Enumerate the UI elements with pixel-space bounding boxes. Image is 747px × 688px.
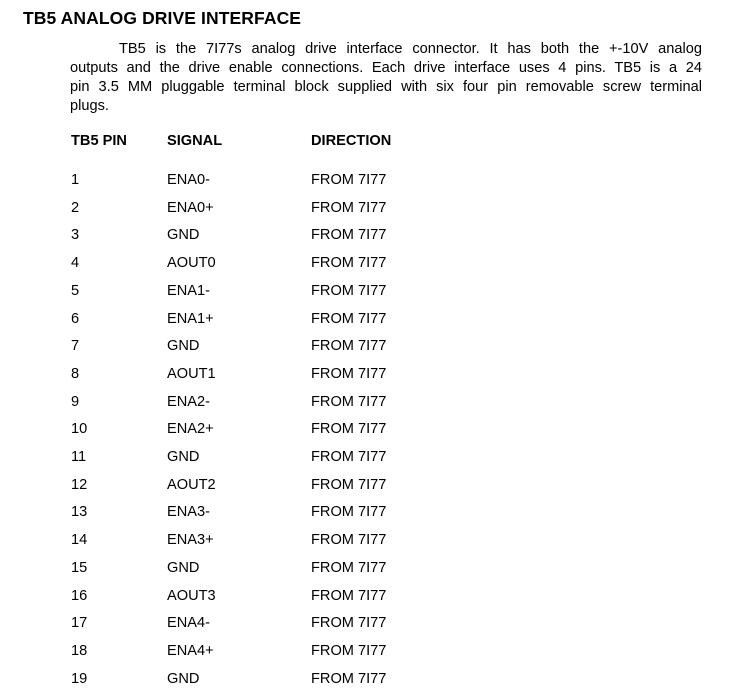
direction-cell: FROM 7I77 bbox=[311, 588, 387, 604]
direction-cell: FROM 7I77 bbox=[311, 394, 387, 410]
direction-cell: FROM 7I77 bbox=[311, 532, 387, 548]
signal-cell: ENA0- bbox=[167, 172, 210, 188]
pin-cell: 13 bbox=[71, 504, 88, 520]
pin-cell: 17 bbox=[71, 615, 88, 631]
header-pin: TB5 PIN bbox=[71, 133, 127, 149]
pin-cell: 12 bbox=[71, 477, 88, 493]
signal-cell: GND bbox=[167, 449, 200, 465]
pin-cell: 8 bbox=[71, 366, 80, 382]
direction-cell: FROM 7I77 bbox=[311, 338, 387, 354]
signal-cell: GND bbox=[167, 227, 200, 243]
direction-cell: FROM 7I77 bbox=[311, 449, 387, 465]
direction-cell: FROM 7I77 bbox=[311, 255, 387, 271]
signal-cell: GND bbox=[167, 671, 200, 687]
paragraph-line: plugs. bbox=[70, 98, 109, 114]
direction-cell: FROM 7I77 bbox=[311, 504, 387, 520]
pin-cell: 15 bbox=[71, 560, 88, 576]
signal-cell: ENA3- bbox=[167, 504, 210, 520]
pin-cell: 4 bbox=[71, 255, 80, 271]
signal-cell: AOUT1 bbox=[167, 366, 216, 382]
pin-cell: 2 bbox=[71, 200, 80, 216]
pin-cell: 10 bbox=[71, 421, 88, 437]
direction-cell: FROM 7I77 bbox=[311, 643, 387, 659]
pin-cell: 11 bbox=[71, 449, 87, 465]
signal-cell: ENA1- bbox=[167, 283, 210, 299]
direction-cell: FROM 7I77 bbox=[311, 560, 387, 576]
pin-cell: 19 bbox=[71, 671, 88, 687]
signal-cell: AOUT2 bbox=[167, 477, 216, 493]
signal-cell: ENA2+ bbox=[167, 421, 214, 437]
pin-cell: 9 bbox=[71, 394, 80, 410]
direction-cell: FROM 7I77 bbox=[311, 366, 387, 382]
signal-cell: ENA1+ bbox=[167, 311, 214, 327]
pin-cell: 5 bbox=[71, 283, 80, 299]
direction-cell: FROM 7I77 bbox=[311, 477, 387, 493]
direction-cell: FROM 7I77 bbox=[311, 283, 387, 299]
header-direction: DIRECTION bbox=[311, 133, 392, 149]
direction-cell: FROM 7I77 bbox=[311, 172, 387, 188]
signal-cell: GND bbox=[167, 338, 200, 354]
pin-cell: 1 bbox=[71, 172, 80, 188]
paragraph-line: outputs and the drive enable connections. Each drive interface uses 4 pins. TB5 is a 24 bbox=[70, 60, 702, 76]
signal-cell: ENA0+ bbox=[167, 200, 214, 216]
direction-cell: FROM 7I77 bbox=[311, 200, 387, 216]
direction-cell: FROM 7I77 bbox=[311, 421, 387, 437]
signal-cell: ENA2- bbox=[167, 394, 210, 410]
header-signal: SIGNAL bbox=[167, 133, 223, 149]
signal-cell: AOUT0 bbox=[167, 255, 216, 271]
signal-cell: AOUT3 bbox=[167, 588, 216, 604]
pin-cell: 6 bbox=[71, 311, 80, 327]
pin-cell: 3 bbox=[71, 227, 80, 243]
paragraph-line: TB5 is the 7I77s analog drive interface connector. It has both the +-10V analog bbox=[119, 41, 702, 57]
section-title: TB5 ANALOG DRIVE INTERFACE bbox=[23, 8, 302, 28]
signal-cell: GND bbox=[167, 560, 200, 576]
paragraph-line: pin 3.5 MM pluggable terminal block supplied with six four pin removable screw terminal bbox=[70, 79, 702, 95]
direction-cell: FROM 7I77 bbox=[311, 311, 387, 327]
pin-cell: 7 bbox=[71, 338, 80, 354]
pin-cell: 18 bbox=[71, 643, 88, 659]
direction-cell: FROM 7I77 bbox=[311, 615, 387, 631]
direction-cell: FROM 7I77 bbox=[311, 227, 387, 243]
direction-cell: FROM 7I77 bbox=[311, 671, 387, 687]
signal-cell: ENA3+ bbox=[167, 532, 214, 548]
pin-cell: 16 bbox=[71, 588, 88, 604]
signal-cell: ENA4- bbox=[167, 615, 210, 631]
signal-cell: ENA4+ bbox=[167, 643, 214, 659]
pin-cell: 14 bbox=[71, 532, 88, 548]
